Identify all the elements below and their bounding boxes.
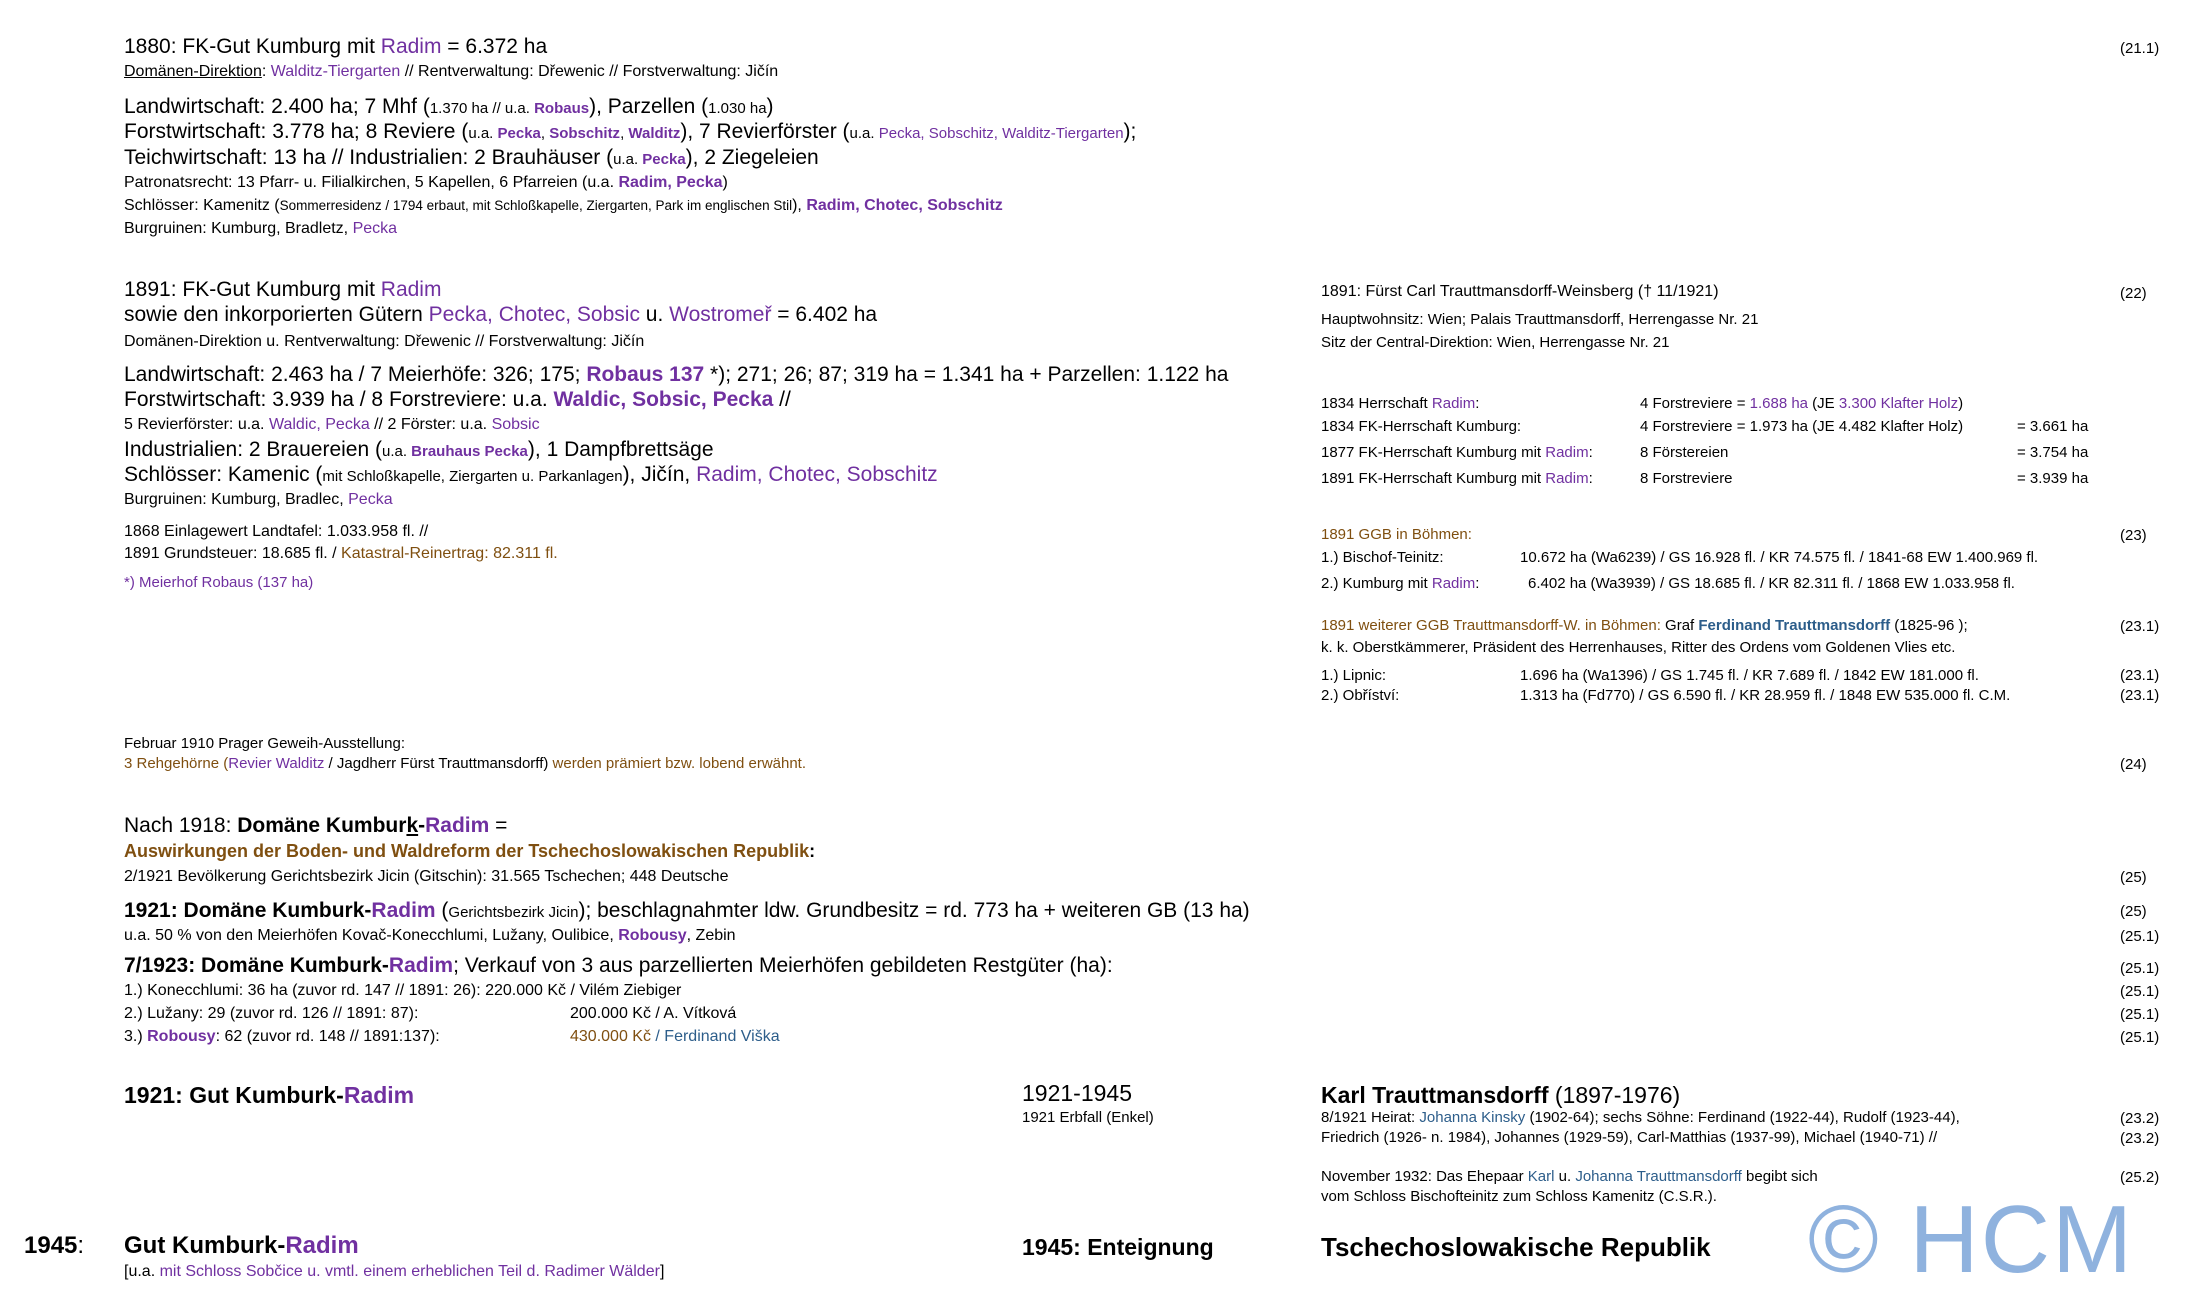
ggb2-description: k. k. Oberstkämmerer, Präsident des Herrenhauses, Ritter des Ordens vom Goldenen Vlies etc. [1321, 639, 1956, 656]
ref-24: (24) [2120, 756, 2147, 773]
section-1923-title: 7/1923: Domäne Kumburk-Radim; Verkauf von 3 aus parzellierten Meierhöfen gebildeten Restgüter (ha): [124, 954, 1113, 977]
forst-row-mid: 8 Forstreviere [1640, 470, 1733, 487]
erbfall-1921: 1921 Erbfall (Enkel) [1022, 1109, 1154, 1126]
forst-row-mid: 4 Forstreviere = 1.688 ha (JE 3.300 Klafter Holz) [1640, 395, 1964, 412]
right-1891-title: 1891: Fürst Carl Trauttmansdorff-Weinsberg († 11/1921) [1321, 283, 1719, 300]
ref-23-2b: (23.2) [2120, 1130, 2160, 1147]
ref-25-1c: (25.1) [2120, 983, 2160, 1000]
ref-25-1e: (25.1) [2120, 1029, 2160, 1046]
section-1891-schloesser: Schlösser: Kamenic (mit Schloßkapelle, Ziergarten u. Parkanlagen), Jičín, Radim, Chotec, Sobschitz [124, 463, 938, 486]
right-1891-sitz: Sitz der Central-Direktion: Wien, Herrengasse Nr. 21 [1321, 334, 1670, 351]
forst-row-total: = 3.754 ha [2017, 444, 2089, 461]
section-1891-domaene: Domänen-Direktion u. Rentverwaltung: Dřewenic // Forstverwaltung: Jičín [124, 333, 645, 350]
section-1910-title: Februar 1910 Prager Geweih-Ausstellung: [124, 735, 405, 752]
section-1880-teichwirtschaft: Teichwirtschaft: 13 ha // Industrialien: 2 Brauhäuser (u.a. Pecka), 2 Ziegeleien [124, 146, 819, 169]
section-1880-title: 1880: FK-Gut Kumburg mit Radim = 6.372 ha [124, 35, 548, 58]
ggb2-row-1-value: 1.696 ha (Wa1396) / GS 1.745 fl. / KR 7.689 fl. / 1842 EW 181.000 fl. [1520, 667, 1979, 684]
forst-row: 1834 Herrschaft Radim: [1321, 395, 1480, 412]
ggb-row-2-value: 6.402 ha (Wa3939) / GS 18.685 fl. / KR 82.311 fl. / 1868 EW 1.033.958 fl. [1528, 575, 2015, 592]
ggb2-row-2-label: 2.) Obříství: [1321, 687, 1400, 704]
ggb-row-1-label: 1.) Bischof-Teinitz: [1321, 549, 1444, 566]
period-1921-1945: 1921-1945 [1022, 1080, 1132, 1106]
section-1891-landwirtschaft: Landwirtschaft: 2.463 ha / 7 Meierhöfe: 326; 175; Robaus 137 *); 271; 26; 87; 319 ha = 1.341 ha + Parzellen: 1.122 ha [124, 363, 1229, 386]
section-1921-domaene: 1921: Domäne Kumburk-Radim (Gerichtsbezirk Jicin); beschlagnahmter ldw. Grundbesitz = rd. 773 ha + weiteren GB (13 ha) [124, 899, 1250, 922]
forst-row: 1877 FK-Herrschaft Kumburg mit Radim: [1321, 444, 1593, 461]
forst-row-mid: 4 Forstreviere = 1.973 ha (JE 4.482 Klafter Holz) [1640, 418, 1964, 435]
ref-23-1: (23.1) [2120, 618, 2160, 635]
section-1891-industrialien: Industrialien: 2 Brauereien (u.a. Brauhaus Pecka), 1 Dampfbrettsäge [124, 438, 714, 461]
enteignung-1945: 1945: Enteignung [1022, 1234, 1214, 1260]
tschechoslowakische-republik: Tschechoslowakische Republik [1321, 1232, 1711, 1262]
forst-row: 1891 FK-Herrschaft Kumburg mit Radim: [1321, 470, 1593, 487]
ref-22: (22) [2120, 285, 2147, 302]
ref-25-1b: (25.1) [2120, 960, 2160, 977]
year-1945: 1945: [24, 1232, 85, 1259]
section-1880-forstwirtschaft: Forstwirtschaft: 3.778 ha; 8 Reviere (u.a. Pecka, Sobschitz, Walditz), 7 Revierförster (u.a. Pecka, Sobschitz, Walditz-Tiergarten); [124, 120, 1137, 143]
ref-25-2: (25.2) [2120, 1169, 2160, 1186]
forst-row-mid: 8 Förstereien [1640, 444, 1729, 461]
ref-25b: (25) [2120, 903, 2147, 920]
hcm-watermark: © HCM [1808, 1186, 2135, 1293]
section-1891-title: 1891: FK-Gut Kumburg mit Radim [124, 278, 442, 301]
section-1945-gut: Gut Kumburk-Radim [124, 1232, 359, 1259]
ggb2-row-2-value: 1.313 ha (Fd770) / GS 6.590 fl. / KR 28.959 fl. / 1848 EW 535.000 fl. C.M. [1520, 687, 2011, 704]
ref-23-2: (23.2) [2120, 1110, 2160, 1127]
section-1918-title: Nach 1918: Domäne Kumburk-Radim = [124, 814, 508, 837]
ref-25-1: (25.1) [2120, 928, 2160, 945]
ggb2-title: 1891 weiterer GGB Trauttmansdorff-W. in Böhmen: Graf Ferdinand Trauttmansdorff (1825-96 ); [1321, 617, 1968, 634]
section-1918-bodenreform: Auswirkungen der Boden- und Waldreform der Tschechoslowakischen Republik: [124, 841, 816, 861]
right-1891-hauptwohnsitz: Hauptwohnsitz: Wien; Palais Trauttmansdorff, Herrengasse Nr. 21 [1321, 311, 1759, 328]
ref-25-1d: (25.1) [2120, 1006, 2160, 1023]
section-1880-burgruinen: Burgruinen: Kumburg, Bradletz, Pecka [124, 220, 398, 237]
ggb-row-1-value: 10.672 ha (Wa6239) / GS 16.928 fl. / KR 74.575 fl. / 1841-68 EW 1.400.969 fl. [1520, 549, 2039, 566]
section-1891-footnote: *) Meierhof Robaus (137 ha) [124, 574, 314, 591]
section-1945-detail: [u.a. mit Schloss Sobčice u. vmtl. einem erheblichen Teil d. Radimer Wälder] [124, 1263, 665, 1280]
section-1891-forstwirtschaft: Forstwirtschaft: 3.939 ha / 8 Forstreviere: u.a. Waldic, Sobsic, Pecka // [124, 388, 791, 411]
restgut-row-2: 2.) Lužany: 29 (zuvor rd. 126 // 1891: 87): [124, 1005, 419, 1022]
november-1932-line2: vom Schloss Bischofteinitz zum Schloss Kamenitz (C.S.R.). [1321, 1188, 1717, 1205]
section-1891-einlagewert: 1868 Einlagewert Landtafel: 1.033.958 fl. // [124, 523, 429, 540]
section-1910-rehgehoerne: 3 Rehgehörne (Revier Walditz / Jagdherr Fürst Trauttmansdorff) werden prämiert bzw. lobend erwähnt. [124, 755, 807, 772]
restgut-row-2-price: 200.000 Kč / A. Vítková [570, 1005, 737, 1022]
section-1891-gueter: sowie den inkorporierten Gütern Pecka, Chotec, Sobsic u. Wostromeř = 6.402 ha [124, 303, 878, 326]
section-1891-burgruinen: Burgruinen: Kumburg, Bradlec, Pecka [124, 491, 393, 508]
restgut-row-3-price: 430.000 Kč / Ferdinand Viška [570, 1028, 780, 1045]
section-1880-patronatsrecht: Patronatsrecht: 13 Pfarr- u. Filialkirchen, 5 Kapellen, 6 Pfarreien (u.a. Radim, Pecka) [124, 174, 728, 191]
ggb-row-2-label: 2.) Kumburg mit Radim: [1321, 575, 1480, 592]
ref-23-1b: (23.1) [2120, 667, 2160, 684]
forst-row-total: = 3.939 ha [2017, 470, 2089, 487]
section-1921-meierhoefe: u.a. 50 % von den Meierhöfen Kovač-Konecchlumi, Lužany, Oulibice, Robousy, Zebin [124, 927, 736, 944]
soehne: Friedrich (1926- n. 1984), Johannes (1929-59), Carl-Matthias (1937-99), Michael (1940-71) // [1321, 1129, 1938, 1146]
forst-row: 1834 FK-Herrschaft Kumburg: [1321, 418, 1522, 435]
restgut-row-1: 1.) Konecchlumi: 36 ha (zuvor rd. 147 // 1891: 26): 220.000 Kč / Vilém Ziebiger [124, 982, 682, 999]
restgut-row-3: 3.) Robousy: 62 (zuvor rd. 148 // 1891:137): [124, 1028, 440, 1045]
ggb2-row-1-label: 1.) Lipnic: [1321, 667, 1387, 684]
section-1891-revierfoerster: 5 Revierförster: u.a. Waldic, Pecka // 2 Förster: u.a. Sobsic [124, 416, 540, 433]
section-1880-landwirtschaft: Landwirtschaft: 2.400 ha; 7 Mhf (1.370 ha // u.a. Robaus), Parzellen (1.030 ha) [124, 95, 774, 118]
owner-karl: Karl Trauttmansdorff (1897-1976) [1321, 1082, 1681, 1108]
heirat-1921: 8/1921 Heirat: Johanna Kinsky (1902-64); sechs Söhne: Ferdinand (1922-44), Rudolf (1923-44), [1321, 1109, 1960, 1126]
section-1918-bevoelkerung: 2/1921 Bevölkerung Gerichtsbezirk Jicin (Gitschin): 31.565 Tschechen; 448 Deutsche [124, 868, 729, 885]
section-1880-domaene: Domänen-Direktion: Walditz-Tiergarten // Rentverwaltung: Dřewenic // Forstverwaltung: Jičín [124, 63, 779, 80]
section-1921-gut: 1921: Gut Kumburk-Radim [124, 1082, 415, 1108]
forst-row-total: = 3.661 ha [2017, 418, 2089, 435]
ref-21-1: (21.1) [2120, 40, 2160, 57]
ggb-title: 1891 GGB in Böhmen: [1321, 526, 1472, 543]
november-1932: November 1932: Das Ehepaar Karl u. Johanna Trauttmansdorff begibt sich [1321, 1168, 1818, 1185]
section-1880-schloesser: Schlösser: Kamenitz (Sommerresidenz / 1794 erbaut, mit Schloßkapelle, Ziergarten, Park im englischen Stil), Radim, Chotec, Sobschitz [124, 197, 1003, 214]
ref-23: (23) [2120, 527, 2147, 544]
section-1891-grundsteuer: 1891 Grundsteuer: 18.685 fl. / Katastral-Reinertrag: 82.311 fl. [124, 545, 558, 562]
ref-23-1c: (23.1) [2120, 687, 2160, 704]
ref-25: (25) [2120, 869, 2147, 886]
